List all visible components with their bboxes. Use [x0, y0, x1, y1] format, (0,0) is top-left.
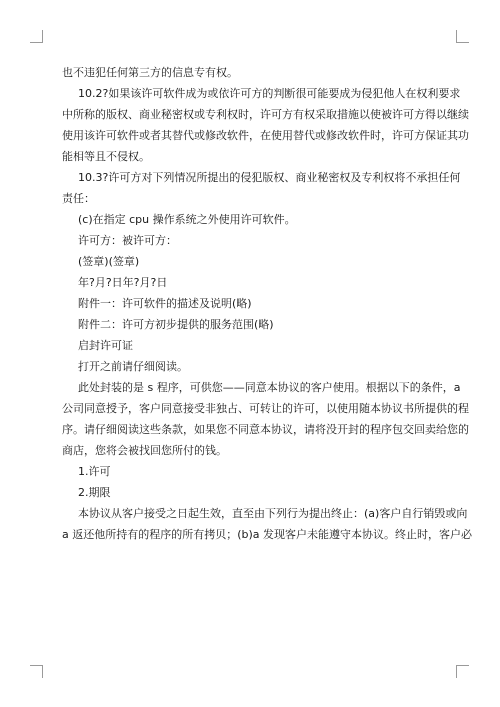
text-line: 此处封装的是 s 程序，可供您——同意本协议的客户使用。根据以下的条件，a — [78, 381, 461, 394]
crop-mark-bottom-left — [30, 665, 43, 678]
crop-mark-bottom-right — [456, 665, 469, 678]
text-line: 能相等且不侵权。 — [62, 150, 150, 163]
text-line: 10.2?如果该许可软件成为或依许可方的判断很可能要成为侵犯他人在权利要求 — [78, 87, 461, 100]
text-line: 也不违犯任何第三方的信息专有权。 — [62, 66, 238, 79]
text-line: 附件一：许可软件的描述及说明(略) — [78, 297, 252, 310]
crop-mark-top-left — [30, 30, 43, 43]
text-line: 责任： — [62, 192, 95, 205]
text-line: 中所称的版权、商业秘密权或专利权时，许可方有权采取措施以使被许可方得以继续 — [62, 108, 469, 121]
text-line: 使用该许可软件或者其替代或修改软件，在使用替代或修改软件时，许可方保证其功 — [62, 129, 469, 142]
text-line: a 返还他所持有的程序的所有拷贝；(b)a 发现客户未能遵守本协议。终止时，客户必 — [62, 528, 473, 541]
text-line: 许可方：被许可方： — [78, 234, 177, 247]
text-line: 商店，您将会被找回您所付的钱。 — [62, 444, 227, 457]
text-line: 2.期限 — [78, 486, 111, 499]
text-line: 年?月?日年?月?日 — [78, 276, 168, 289]
text-line: 序。请仔细阅读这些条款，如果您不同意本协议，请将没开封的程序包交回卖给您的 — [62, 423, 469, 436]
crop-mark-top-right — [456, 30, 469, 43]
document-body — [62, 62, 473, 545]
text-line: 1.许可 — [78, 465, 111, 478]
text-line: (c)在指定 cpu 操作系统之外使用许可软件。 — [78, 213, 296, 226]
text-line: 附件二：许可方初步提供的服务范围(略) — [78, 318, 274, 331]
text-line: 打开之前请仔细阅读。 — [78, 360, 188, 373]
text-line: 本协议从客户接受之日起生效，直至由下列行为提出终止：(a)客户自行销毁或向 — [78, 507, 468, 520]
text-line: 启封许可证 — [78, 339, 133, 352]
text-line: 公司同意授予，客户同意接受非独占、可转让的许可，以使用随本协议书所提供的程 — [62, 402, 469, 415]
text-line: (签章)(签章) — [78, 255, 140, 268]
text-line: 10.3?许可方对下列情况所提出的侵犯版权、商业秘密权及专利权将不承担任何 — [78, 171, 461, 184]
